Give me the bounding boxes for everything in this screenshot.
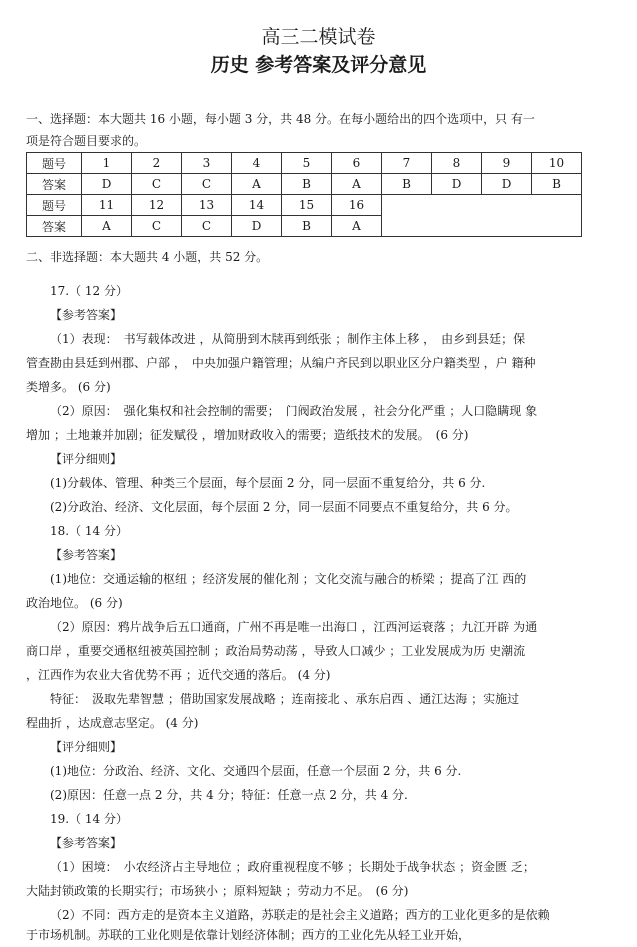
answer-text: 于市场机制。苏联的工业化则是依靠计划经济体制；西方的工业化先从轻工业开始， — [26, 928, 471, 942]
table-cell: C — [182, 216, 232, 237]
answer-text: ，江西作为农业大省优势不再 ；近代交通的落后。 (4 分) — [26, 668, 331, 682]
table-cell: 3 — [182, 153, 232, 174]
table-cell: 4 — [232, 153, 282, 174]
table-cell: A — [232, 174, 282, 195]
scoring-rules-label: 【评分细则】 — [50, 452, 123, 466]
reference-answer-label: 【参考答案】 — [50, 308, 123, 322]
section1-intro-line2: 项是符合题目要求的。 — [26, 134, 147, 148]
table-cell: 16 — [332, 195, 382, 216]
table-cell: 13 — [182, 195, 232, 216]
scoring-rule-text: (1)分载体、管理、种类三个层面，每个层面 2 分，同一层面不重复给分，共 6 分. — [50, 476, 486, 490]
table-row — [27, 174, 582, 195]
table-cell: C — [182, 174, 232, 195]
table-cell: A — [82, 216, 132, 237]
table-cell: 6 — [332, 153, 382, 174]
answer-text: （1）表现： 书写载体改进 ，从简册到木牍再到纸张 ；制作主体上移 ， 由乡到县廷；保 — [50, 332, 526, 346]
table-cell: D — [482, 174, 532, 195]
table-cell: D — [82, 174, 132, 195]
table-cell: 5 — [282, 153, 332, 174]
answer-text: （2）不同：西方走的是资本主义道路，苏联走的是社会主义道路；西方的工业化更多的是依赖 — [50, 908, 550, 922]
answer-text: （2）原因：鸦片战争后五口通商，广州不再是唯一出海口 ，江西河运衰落 ；九江开辟 为通 — [50, 620, 538, 634]
table-cell: B — [282, 216, 332, 237]
answer-text: 增加 ；土地兼并加剧；征发赋役 ，增加财政收入的需要；造纸技术的发展。 (6 分) — [26, 428, 469, 442]
answer-text: 特征： 汲取先辈智慧 ；借助国家发展战略 ；连南接北 、承东启西 、通江达海 ；实施过 — [50, 692, 520, 706]
page-title: 高三二模试卷 — [261, 26, 376, 48]
table-cell: D — [432, 174, 482, 195]
table-cell: B — [382, 174, 432, 195]
table-label-answer: 答案 — [27, 216, 82, 237]
scoring-rule-text: (1)地位：分政治、经济、文化、交通四个层面，任意一个层面 2 分，共 6 分. — [50, 764, 462, 778]
page-subtitle: 历史 参考答案及评分意见 — [210, 54, 427, 76]
table-cell: 15 — [282, 195, 332, 216]
table-row — [27, 195, 582, 216]
reference-answer-label: 【参考答案】 — [50, 836, 123, 850]
table-cell: 12 — [132, 195, 182, 216]
question-18-heading: 18.（ 14 分） — [50, 524, 128, 538]
table-cell: B — [282, 174, 332, 195]
table-cell: D — [232, 216, 282, 237]
reference-answer-label: 【参考答案】 — [50, 548, 123, 562]
question-19-heading: 19.（ 14 分） — [50, 812, 128, 826]
table-cell: A — [332, 174, 382, 195]
answer-text: (1)地位：交通运输的枢纽 ；经济发展的催化剂 ；文化交流与融合的桥梁 ；提高了江 西的 — [50, 572, 527, 586]
table-cell: B — [532, 174, 582, 195]
table-cell: 1 — [82, 153, 132, 174]
question-17-heading: 17.（ 12 分） — [50, 284, 128, 298]
table-cell: C — [132, 174, 182, 195]
table-cell: A — [332, 216, 382, 237]
table-cell: 9 — [482, 153, 532, 174]
table-label-number: 题号 — [27, 153, 82, 174]
answer-text: （1）困境： 小农经济占主导地位 ；政府重视程度不够 ；长期处于战争状态 ；资金匮 乏； — [50, 860, 535, 874]
section1-intro-line1: 一、选择题：本大题共 16 小题，每小题 3 分，共 48 分。在每小题给出的四个选项中，只 有一 — [26, 112, 535, 126]
answer-text: 商口岸 ，重要交通枢纽被英国控制 ；政治局势动荡 ，导致人口减少 ；工业发展成为历 史潮流 — [26, 644, 526, 658]
table-cell: 2 — [132, 153, 182, 174]
answer-text: 管查勘由县廷到州郡、户部 ， 中央加强户籍管理；从编户齐民到以职业区分户籍类型 ，户 籍种 — [26, 356, 536, 370]
table-cell: C — [132, 216, 182, 237]
table-cell: 8 — [432, 153, 482, 174]
table-label-number: 题号 — [27, 195, 82, 216]
table-cell: 11 — [82, 195, 132, 216]
table-empty-cell — [382, 195, 582, 237]
scoring-rule-text: (2)原因：任意一点 2 分，共 4 分；特征：任意一点 2 分，共 4 分. — [50, 788, 408, 802]
table-row — [27, 153, 582, 174]
answer-text: 程曲折 ，达成意志坚定。 (4 分) — [26, 716, 199, 730]
table-label-answer: 答案 — [27, 174, 82, 195]
answer-text: 类增多。 (6 分) — [26, 380, 111, 394]
answer-table — [26, 152, 582, 237]
section2-intro: 二、非选择题：本大题共 4 小题，共 52 分。 — [26, 250, 269, 264]
scoring-rule-text: (2)分政治、经济、文化层面，每个层面 2 分，同一层面不同要点不重复给分，共 6 分。 — [50, 500, 518, 514]
table-cell: 14 — [232, 195, 282, 216]
scoring-rules-label: 【评分细则】 — [50, 740, 123, 754]
answer-text: （2）原因： 强化集权和社会控制的需要； 门阀政治发展 ，社会分化严重 ；人口隐瞒现 象 — [50, 404, 538, 418]
table-cell: 10 — [532, 153, 582, 174]
answer-text: 大陆封锁政策的长期实行；市场狭小 ；原料短缺 ；劳动力不足。 (6 分) — [26, 884, 409, 898]
table-cell: 7 — [382, 153, 432, 174]
answer-text: 政治地位。 (6 分) — [26, 596, 123, 610]
